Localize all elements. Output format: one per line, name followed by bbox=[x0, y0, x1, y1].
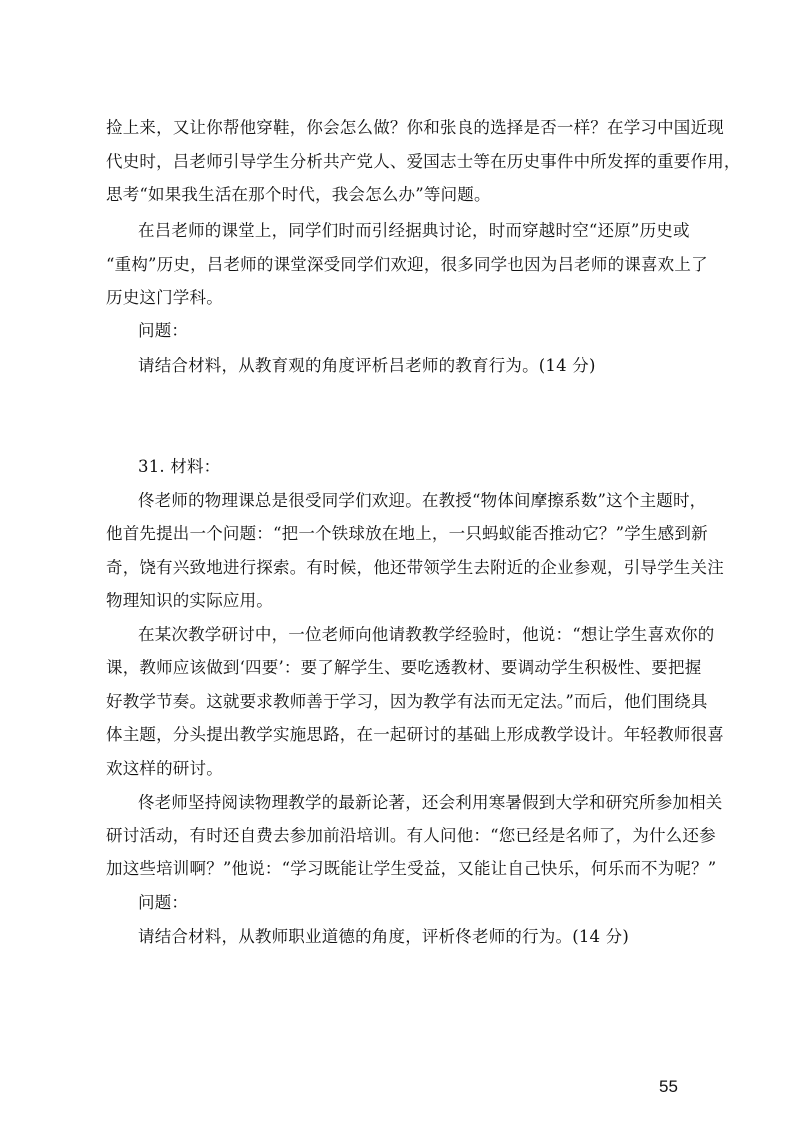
text-line: 佟老师的物理课总是很受同学们欢迎。在教授“物体间摩擦系数”这个主题时， bbox=[138, 491, 707, 510]
text-line: 体主题，分头提出教学实施思路，在一起研讨的基础上形成教学设计。年轻教师很喜 bbox=[106, 725, 724, 744]
text-line: 好教学节奏。这就要求教师善于学习，因为教学有法而无定法。”而后，他们围绕具 bbox=[106, 692, 708, 711]
text-line: 代史时，吕老师引导学生分析共产党人、爱国志士等在历史事件中所发挥的重要作用， bbox=[106, 152, 741, 171]
text-line: 课，教师应该做到‘四要’：要了解学生、要吃透教材、要调动学生积极性、要把握 bbox=[106, 658, 702, 677]
question-text: 请结合材料，从教师职业道德的角度，评析佟老师的行为。(14 分) bbox=[138, 927, 630, 946]
page-number: 55 bbox=[659, 1077, 678, 1096]
text-line: 奇，饶有兴致地进行探索。有时候，他还带领学生去附近的企业参观，引导学生关注 bbox=[106, 558, 724, 577]
text-line: “重构”历史，吕老师的课堂深受同学们欢迎，很多同学也因为吕老师的课喜欢上了 bbox=[106, 255, 708, 274]
question-label: 问题： bbox=[138, 321, 189, 340]
question-heading: 31. 材料： bbox=[138, 457, 221, 476]
text-line: 加这些培训啊？”他说：“学习既能让学生受益，又能让自己快乐，何乐而不为呢？” bbox=[106, 859, 717, 878]
question-label: 问题： bbox=[138, 893, 189, 912]
question-text: 请结合材料，从教育观的角度评析吕老师的教育行为。(14 分) bbox=[138, 356, 596, 375]
text-line: 佟老师坚持阅读物理教学的最新论著，还会利用寒暑假到大学和研究所参加相关 bbox=[138, 793, 723, 812]
text-line: 研讨活动，有时还自费去参加前沿培训。有人问他：“您已经是名师了，为什么还参 bbox=[106, 826, 716, 845]
text-line: 欢这样的研讨。 bbox=[106, 759, 223, 778]
text-line: 思考“如果我生活在那个时代，我会怎么办”等问题。 bbox=[106, 185, 491, 204]
text-line: 他首先提出一个问题：“把一个铁球放在地上，一只蚂蚁能否推动它？”学生感到新 bbox=[106, 524, 708, 543]
text-line: 历史这门学科。 bbox=[106, 288, 223, 307]
text-line: 物理知识的实际应用。 bbox=[106, 591, 273, 610]
text-line: 在某次教学研讨中，一位老师向他请教教学经验时，他说：“想让学生喜欢你的 bbox=[138, 625, 715, 644]
text-line: 在吕老师的课堂上，同学们时而引经据典讨论，时而穿越时空“还原”历史或 bbox=[138, 221, 690, 240]
text-line: 捡上来，又让你帮他穿鞋，你会怎么做？你和张良的选择是否一样？在学习中国近现 bbox=[106, 118, 724, 137]
